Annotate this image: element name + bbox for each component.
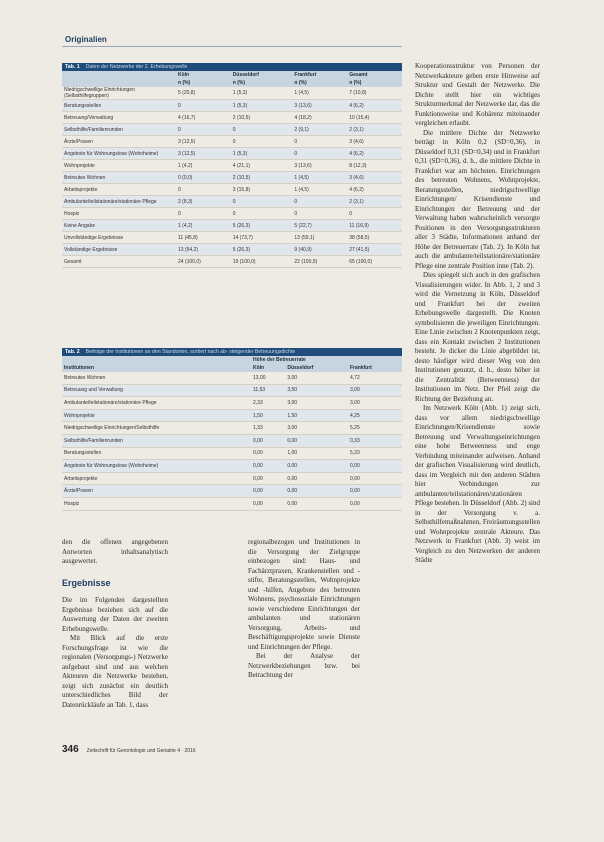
table-row [62, 472, 402, 485]
row-label: Beratungsstellen [62, 447, 251, 460]
table-cell: 0,00 [348, 497, 402, 510]
section-heading: Ergebnisse [62, 577, 111, 588]
table-cell: 10 (15,4) [347, 112, 402, 124]
table-1-grid [62, 71, 402, 268]
table-row [62, 256, 402, 268]
row-label: Ärzte/Praxen [62, 485, 251, 498]
paragraph: Die im Folgenden dargestellten Ergebnisse beziehen sich auf die Auswertung der Daten der zweiten Erhebungswelle. [62, 596, 168, 633]
table-header-cell: Köln [176, 71, 231, 79]
table-cell: 4 (18,2) [292, 112, 347, 124]
table-cell: 0,00 [251, 485, 285, 498]
table-cell: 3 (4,6) [347, 136, 402, 148]
table-header-cell: Höhe der Betreuerrate [251, 356, 402, 364]
table-cell: 2 (10,5) [231, 112, 293, 124]
table-cell: 14 (73,7) [231, 232, 293, 244]
table-cell: 3,50 [285, 384, 348, 397]
table-row [62, 497, 402, 510]
table-header-cell: Köln [251, 364, 285, 372]
page-number: 346 [62, 744, 79, 755]
table-cell: 3 (13,6) [292, 160, 347, 172]
table-cell: 7 (10,8) [347, 87, 402, 100]
table-cell: 8 (12,3) [347, 160, 402, 172]
table-row [62, 422, 402, 435]
table-cell: 0 [292, 136, 347, 148]
table-header-cell [62, 79, 176, 87]
table-cell: 65 (100,0) [347, 256, 402, 268]
table-cell: 4 (21,1) [231, 160, 293, 172]
table-cell: 2 (9,1) [292, 124, 347, 136]
table-cell: 0,00 [285, 485, 348, 498]
paragraph: regionalbezogen und Institutionen in die Versorgung der Zielgruppe einbezogen sind: Haus- und Fachärztpraxen, Krankenstellen und -stifte, Beratungsstellen, Wohnprojekte und -hilfen, Angebote des betreuten Wohnens, psychosoziale Einrichtungen sowie verschiedene Einrichtungen der ambulanten und stationären Versorgung, Arbeits- und Beschäftigungsprojekte sowie Dienste und Einrichtungen der Pflege. [248, 538, 360, 651]
table-row [62, 434, 402, 447]
table-cell: 0,00 [285, 434, 348, 447]
table-cell: 0 [231, 196, 293, 208]
table-header-cell: Düsseldorf [231, 71, 293, 79]
table-cell: 5,25 [348, 422, 402, 435]
table-cell: 22 (100,0) [292, 256, 347, 268]
table-cell: 5 (20,8) [176, 87, 231, 100]
page-footer [62, 744, 196, 755]
row-label: Ambulante/teilstationäre/stationäre Pflege [62, 196, 176, 208]
table-row [62, 124, 402, 136]
table-row [62, 244, 402, 256]
section-label: Originalien [65, 35, 107, 44]
text-column-middle [248, 538, 360, 681]
table-header-cell: Düsseldorf [285, 364, 348, 372]
table-cell: 0,00 [251, 447, 285, 460]
table-cell: 0,00 [251, 434, 285, 447]
table-row [62, 136, 402, 148]
paragraph: Kooperationsstruktur von Personen der Netzwerkakteure geben erste Hinweise auf Struktur und Gestalt der Netzwerke. Die Dichte stellt hier ein wichtiges Strukturmerkmal der Netzwerke dar, das die Funktionsweise und Kohärenz miteinander vergleichen erlaubt. [415, 62, 540, 127]
table-header-cell: Frankfurt [292, 71, 347, 79]
paragraph: Mit Blick auf die erste Forschungsfrage ist wie die regionalen (Versorgungs-) Netzwerke aufgebaut sind und aus welchen Akteuren die Netzwerke bestehen, zeigt sich zunächst ein deutlich unterschiedliches Bild der Datenrückläufe an Tab. 1, dass [62, 634, 168, 709]
table-1-title: Daten der Netzwerke der 2. Erhebungswelle [85, 64, 188, 70]
table-cell: 13 (59,1) [292, 232, 347, 244]
row-label: Betreutes Wohnen [62, 172, 176, 184]
table-cell: 1,00 [285, 447, 348, 460]
paragraph: Im Netzwerk Köln (Abb. 1) zeigt sich, dass vor allem niedrigschwellige Einrichtungen/Krisendienste sowie Betreuung und Verwaltungseinrichtungen eine hohe Betweenness und enge Verbindung miteinander aufweisen. Anhand der grafischen Visualisierung wird deutlich, dass im Vergleich mit den anderen Städten hier Verbindungen zur ambulanten/teilstationären/stationären Pflege bestehen. In Düsseldorf (Abb. 2) sind in der Versorgung v. a. Selbsthilfemaßnahmen, Freiräumungsstellen und Wohnprojekte zentrale Akteure. Das Netzwerk in Frankfurt (Abb. 3) weist im Vergleich zu den Netzwerken der anderen Städte [415, 404, 540, 564]
table-header-cell: n (%) [292, 79, 347, 87]
header-rule [62, 46, 402, 47]
table-cell: 0,00 [251, 472, 285, 485]
row-label: Angebote für Wohnungslose (Wohnheime) [62, 148, 176, 160]
table-row [62, 112, 402, 124]
table-cell: 0 [231, 136, 293, 148]
table-cell: 4 (6,2) [347, 100, 402, 112]
row-label: Niedrigschwellige Einrichtungen/Selbsthilfe [62, 422, 251, 435]
table-row [62, 460, 402, 473]
table-cell: 4 (6,2) [347, 148, 402, 160]
table-cell: 0 [292, 148, 347, 160]
table-cell: 0,33 [348, 434, 402, 447]
table-2-number: Tab. 2 [65, 349, 80, 355]
table-cell: 19 (100,0) [231, 256, 293, 268]
table-cell: 3 (4,6) [347, 172, 402, 184]
row-label: Keine Angabe [62, 220, 176, 232]
table-cell: 4 (16,7) [176, 112, 231, 124]
table-row [62, 485, 402, 498]
table-1-number: Tab. 1 [65, 64, 80, 70]
table-cell: 5 (22,7) [292, 220, 347, 232]
row-label: Niedrigschwellige Einrichtungen (Selbsthilfegruppen) [62, 87, 176, 100]
paragraph: Dies spiegelt sich auch in den grafischen Visualisierungen wider. In Abb. 1, 2 und 3 wird die Vernetzung in Köln, Düsseldorf und Frankfurt bei der zweiten Erhebungswelle dargestellt. Die Knoten symbolisieren die jeweiligen Einrichtungen. Eine Linie zwischen 2 Knotenpunkten zeigt, dass ein Kontakt zwischen 2 Institutionen besteht. Je dicker die Linie abgebildet ist, desto häufiger wird dieser Weg von den Institutionen genutzt, d. h., desto höher ist die Zentralität (Betweenness) der Institutionen im Netz. Der Pfeil zeigt die Richtung der Beziehung an. [415, 271, 540, 403]
table-cell: 0 [231, 124, 293, 136]
table-cell: 0 (0,0) [176, 172, 231, 184]
table-cell: 5 (26,3) [231, 244, 293, 256]
text-column-right [415, 62, 540, 566]
table-cell: 0,00 [348, 485, 402, 498]
row-label: Wohnprojekte [62, 160, 176, 172]
table-cell: 4,25 [348, 409, 402, 422]
row-label: Ärzte/Praxen [62, 136, 176, 148]
table-cell: 2 (3,1) [347, 124, 402, 136]
table-2-grid [62, 356, 402, 511]
table-cell: 4,72 [348, 372, 402, 384]
table-cell: 0 [292, 208, 347, 220]
paragraph: den die offenen angegebenen Antworten inhaltsanalytisch ausgewertet. [62, 538, 168, 565]
table-cell: 1 (4,5) [292, 87, 347, 100]
table-row [62, 172, 402, 184]
table-cell: 0 [176, 184, 231, 196]
table-cell: 1 (4,5) [292, 172, 347, 184]
table-cell: 0 [176, 208, 231, 220]
row-label: Wohnprojekte [62, 409, 251, 422]
table-row [62, 87, 402, 100]
table-cell: 0,00 [285, 497, 348, 510]
table-cell: 3,00 [348, 397, 402, 410]
table-1-unit-row [62, 79, 402, 87]
table-row [62, 184, 402, 196]
table-1-body [62, 87, 402, 268]
table-header-cell: Frankfurt [348, 364, 402, 372]
table-1-caption [62, 63, 402, 71]
text-column-left [62, 538, 168, 710]
row-label: Selbsthilfe/Familienrunden [62, 124, 176, 136]
table-header-cell: Gesamt [347, 71, 402, 79]
table-row [62, 220, 402, 232]
table-cell: 0 [292, 196, 347, 208]
table-cell: 0,00 [285, 472, 348, 485]
row-label: Betreuung/Verwaltung [62, 112, 176, 124]
table-cell: 3 (13,6) [292, 100, 347, 112]
table-row [62, 160, 402, 172]
table-header-cell: Institutionen [62, 364, 251, 372]
table-cell: 27 (41,5) [347, 244, 402, 256]
table-cell: 11,53 [251, 384, 285, 397]
table-cell: 0,00 [348, 460, 402, 473]
table-1 [62, 63, 402, 268]
table-header-cell: n (%) [231, 79, 293, 87]
table-cell: 5 (26,3) [231, 220, 293, 232]
table-cell: 0 [231, 208, 293, 220]
row-label: Betreutes Wohnen [62, 372, 251, 384]
table-cell: 11 (45,8) [176, 232, 231, 244]
table-cell: 13 (54,2) [176, 244, 231, 256]
row-label: Arbeitsprojekte [62, 184, 176, 196]
table-row [62, 100, 402, 112]
table-row [62, 208, 402, 220]
table-cell: 3,00 [285, 422, 348, 435]
table-cell: 1,33 [251, 422, 285, 435]
table-cell: 0,00 [251, 460, 285, 473]
row-label: Angebote für Wohnungslose (Wohnheime) [62, 460, 251, 473]
table-cell: 13,00 [251, 372, 285, 384]
row-label: Hospiz [62, 208, 176, 220]
table-cell: 2,33 [251, 397, 285, 410]
table-cell: 3,00 [285, 397, 348, 410]
table-cell: 2 (3,1) [347, 196, 402, 208]
table-header-cell: n (%) [176, 79, 231, 87]
row-label: Hospiz [62, 497, 251, 510]
table-cell: 1 (4,2) [176, 220, 231, 232]
table-row [62, 384, 402, 397]
table-row [62, 409, 402, 422]
table-cell: 24 (100,0) [176, 256, 231, 268]
table-cell: 1 (4,5) [292, 184, 347, 196]
table-2-body [62, 372, 402, 510]
table-cell: 5,33 [348, 447, 402, 460]
table-cell: 3 (12,5) [176, 136, 231, 148]
row-label: Unvollständige Ergebnisse [62, 232, 176, 244]
row-label: Betreuung und Verwaltung [62, 384, 251, 397]
table-row [62, 232, 402, 244]
table-cell: 0,00 [285, 460, 348, 473]
table-cell: 4 (6,2) [347, 184, 402, 196]
table-row [62, 148, 402, 160]
table-cell: 11 (16,9) [347, 220, 402, 232]
table-2-group-row [62, 356, 402, 364]
table-1-group-row [62, 71, 402, 79]
paragraph: Die mittlere Dichte der Netzwerke beträgt in Köln 0,2 (SD=0,36), in Düsseldorf 0,31 (SD=0,34) und in Frankfurt 0,31 (SD=0,36), d. h., die mittlere Dichte in Frankfurt war am höchsten. Einrichtungen des betreuten Wohnens, Wohnprojekte, Beratungsstellen, niedrigschwellige Einrichtungen/ Krisendienste und Einrichtungen der Betreuung und der Verwaltung haben wahrscheinlich versorgte Positionen in den Versorgungsstrukturen aller 3 Städte, Informationen anhand der Höhe der Betreuerrate (Tab. 2). In Köln hat auch die ambulante/teilstationäre/stationäre Pflege eine zentrale Position inne (Tab. 2). [415, 128, 540, 270]
table-2 [62, 348, 402, 511]
table-cell: 3,00 [348, 384, 402, 397]
table-cell: 2 (10,5) [231, 172, 293, 184]
table-row [62, 372, 402, 384]
table-cell: 9 (40,9) [292, 244, 347, 256]
table-cell: 0 [176, 100, 231, 112]
table-cell: 3,00 [285, 372, 348, 384]
table-2-caption [62, 348, 402, 356]
table-cell: 1,50 [251, 409, 285, 422]
table-cell: 1 (5,3) [231, 148, 293, 160]
table-2-title: Beiträge der Institutionen an den Standorten, sortiert nach ab- steigender Betreuungsdichte [85, 349, 296, 355]
paragraph: Bei der Analyse der Netzwerkbeziehungen bzw. bei Betrachtung der [248, 652, 360, 679]
row-label: Selbsthilfe/Familienrunden [62, 434, 251, 447]
table-row [62, 397, 402, 410]
row-label: Arbeitsprojekte [62, 472, 251, 485]
row-label: Gesamt [62, 256, 176, 268]
table-row [62, 447, 402, 460]
table-cell: 1 (5,3) [231, 100, 293, 112]
table-2-header-row [62, 364, 402, 372]
row-label: Vollständige Ergebnisse [62, 244, 176, 256]
table-cell: 0 [347, 208, 402, 220]
table-cell: 3 (15,8) [231, 184, 293, 196]
table-cell: 1 (5,3) [231, 87, 293, 100]
row-label: Ambulante/teilstationäre/stationäre Pflege [62, 397, 251, 410]
journal-reference: Zeitschrift für Gerontologie und Geriatrie 4 · 2016 [86, 748, 196, 754]
table-cell: 0,00 [251, 497, 285, 510]
table-cell: 0 [176, 124, 231, 136]
table-cell: 38 (58,5) [347, 232, 402, 244]
table-cell: 3 (12,5) [176, 148, 231, 160]
table-cell: 2 (8,3) [176, 196, 231, 208]
table-row [62, 196, 402, 208]
table-cell: 0,00 [348, 472, 402, 485]
table-header-cell [62, 356, 251, 364]
table-header-cell [62, 71, 176, 79]
row-label: Beratungsstellen [62, 100, 176, 112]
table-cell: 1 (4,2) [176, 160, 231, 172]
table-cell: 1,50 [285, 409, 348, 422]
table-header-cell: n (%) [347, 79, 402, 87]
